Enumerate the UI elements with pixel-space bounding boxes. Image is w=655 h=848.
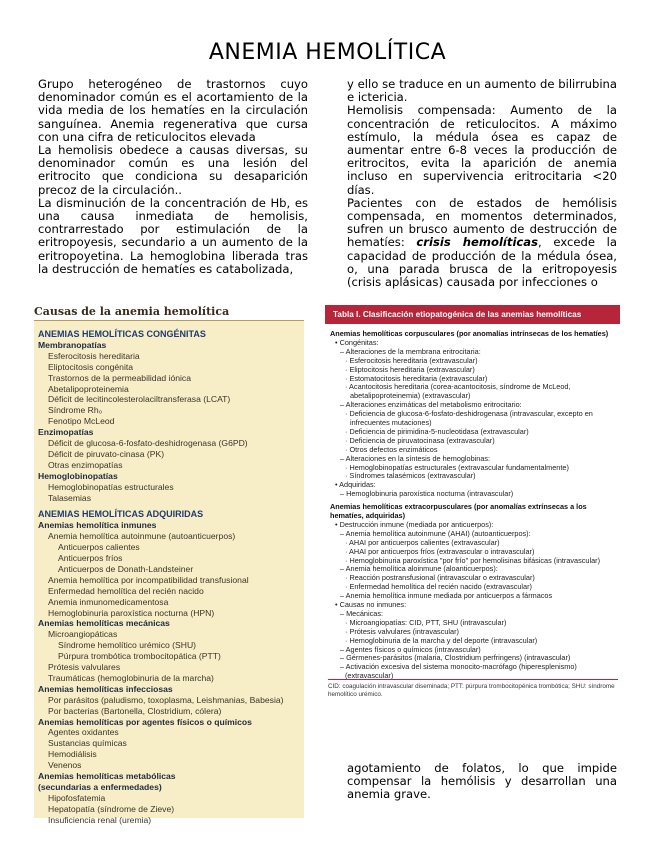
table-line: – Alteraciones de la membrana eritrocitaria: bbox=[340, 346, 481, 356]
page-title: ANEMIA HEMOLÍTICA bbox=[208, 40, 447, 65]
left-paragraph-2: La hemolisis obedece a causas diversas, su denominador común es una lesión del eritrocito que condiciona su desaparición precoz de la circulación.. bbox=[38, 143, 308, 197]
table-line: · Esferocitosis hereditaria (extravascular) bbox=[345, 355, 478, 365]
causes-figure bbox=[30, 300, 306, 825]
causes-item: Déficit de glucosa-6-fosfato-deshidrogenasa (G6PD) bbox=[48, 438, 248, 448]
causes-item: Traumáticas (hemoglobinuria de la marcha) bbox=[48, 672, 214, 683]
table-line: · Otros defectos enzimáticos bbox=[345, 444, 438, 454]
causes-item: (secundarias a enfermedades) bbox=[38, 781, 162, 792]
table-line: · Síndromes talasémicos (extravascular) bbox=[345, 471, 476, 481]
causes-item: Hemodiálisis bbox=[48, 749, 97, 760]
causes-item: Abetalipoproteinemia bbox=[48, 383, 129, 394]
table-line: · Hemoglobinuria paroxística "por frío" por hemolisinas bifásicas (intravascular) bbox=[345, 555, 600, 565]
table-line: · Hemoglobinuria de la marcha y del deporte (intravascular) bbox=[345, 635, 538, 645]
classification-table-header: Tabla I. Clasificación etiopatogénica de las anemias hemolíticas bbox=[325, 305, 620, 324]
causes-item: Insuficiencia renal (uremia) bbox=[48, 814, 152, 825]
causes-item: Trastornos de la permeabilidad iónica bbox=[48, 372, 191, 383]
causes-item: Anticuerpos de Donath-Landsteiner bbox=[58, 563, 194, 574]
left-paragraph-1: Grupo heterogéneo de trastornos cuyo denominador común es el acortamiento de la vida media de los hematíes en la circulación sanguínea. Anemia regenerativa que cursa con una cifra de reticulocitos elevada bbox=[38, 77, 308, 144]
causes-item: Enfermedad hemolítica del recién nacido bbox=[48, 585, 204, 596]
table-line: · Acantocitosis hereditaria (corea-acantocitosis, síndrome de McLeod, bbox=[345, 382, 571, 392]
left-text-column bbox=[38, 78, 308, 276]
causes-item: Anemias hemolíticas mecánicas bbox=[38, 618, 170, 629]
table-line: · AHAI por anticuerpos fríos (extravascular o intravascular) bbox=[345, 546, 535, 556]
causes-item: Déficit de lecitincolesterolaciltransferasa (LCAT) bbox=[48, 394, 231, 405]
table-line: · Eliptocitosis hereditaria (extravascular) bbox=[345, 364, 475, 374]
table-line: · Deficiencia de piruvatocinasa (extravascular) bbox=[345, 435, 495, 445]
table-line: abetalipoproteinemia) (extravascular) bbox=[350, 391, 471, 401]
right-paragraph-3-end: , excede la capacidad de producción de la médula ósea, o, una parada brusca de la eritropoyesis (crisis aplásicas) causada por infecciones o bbox=[347, 235, 617, 290]
table-line: • Destrucción inmune (mediada por anticuerpos): bbox=[335, 519, 494, 529]
causes-item: Anemia hemolítica por incompatibilidad transfusional bbox=[48, 574, 249, 585]
causes-item: Anticuerpos calientes bbox=[58, 542, 140, 553]
right-paragraph-3 bbox=[347, 197, 617, 289]
causes-item: Anemias hemolíticas por agentes físicos o químicos bbox=[38, 716, 252, 727]
causes-item: Anemias hemolíticas infecciosas bbox=[38, 683, 173, 694]
table-line: · Enfermedad hemolítica del recién nacido (extravascular) bbox=[345, 582, 532, 592]
table-line: – Anemia hemolítica aloinmune (aloanticuerpos): bbox=[340, 564, 498, 574]
causes-item: Por parásitos (paludismo, toxoplasma, Leishmanias, Babesia) bbox=[48, 694, 284, 705]
table-line: Anemias hemolíticas extracorpusculares (por anomalías extrínsecas a los bbox=[330, 502, 587, 512]
table-line: hematíes, adquiridas) bbox=[330, 511, 406, 520]
left-paragraph-3: La disminución de la concentración de Hb, es una causa inmediata de hemolisis, contrarrestado por estimulación de la eritropoyesis, secundario a un aumento de la eritropoyetina. La hemoglobina liberada tras la destrucción de hematíes es catabolizada, bbox=[38, 195, 308, 276]
table-line: • Congénitas: bbox=[335, 337, 379, 347]
table-line: · Prótesis valvulares (intravascular) bbox=[345, 626, 459, 636]
causes-item: Hemoglobinopatías bbox=[38, 470, 118, 481]
causes-item: Síndrome hemolítico urémico (SHU) bbox=[58, 640, 197, 651]
right-bottom-text bbox=[347, 762, 617, 802]
causes-figure-title: Causas de la anemia hemolítica bbox=[34, 305, 230, 318]
causes-item: Púrpura trombótica trombocitopática (PTT) bbox=[58, 651, 221, 662]
causes-item: Anemias hemolítica inmunes bbox=[38, 520, 157, 531]
crisis-hemoliticas-emphasis: crisis hemolíticas bbox=[416, 235, 539, 250]
table-line: · Deficiencia de pirimidina-5-nucleotidasa (extravascular) bbox=[345, 426, 529, 436]
causes-item: Talasemias bbox=[48, 492, 91, 503]
table-line: – Agentes físicos o químicos (intravascular) bbox=[340, 644, 481, 654]
causes-item: ANEMIAS HEMOLÍTICAS ADQUIRIDAS bbox=[38, 509, 204, 520]
table-footnote: CID: coagulación intravascular diseminada; PTT: púrpura trombocitopénica trombótica; SHU: síndrome hemolítico urémico. bbox=[328, 683, 615, 698]
right-paragraph-3-start: Pacientes con de estados de hemólisis compensada, en momentos determinados, sufren un brusco aumento de destrucción de hematíes: bbox=[347, 195, 617, 250]
causes-item: Esferocitosis hereditaria bbox=[48, 350, 140, 361]
causes-item: Enzimopatías bbox=[38, 427, 94, 438]
table-line: · AHAI por anticuerpos calientes (extravascular) bbox=[345, 537, 500, 547]
causes-item: Déficit de piruvato-cinasa (PK) bbox=[48, 448, 165, 459]
causes-item: Sustancias químicas bbox=[48, 738, 127, 749]
causes-item: Agentes oxidantes bbox=[48, 727, 119, 738]
table-line: – Mecánicas: bbox=[340, 608, 383, 618]
causes-item: Prótesis valvulares bbox=[48, 662, 121, 672]
table-line: • Adquiridas: bbox=[335, 480, 376, 490]
table-line: – Alteraciones enzimáticas del metabolismo eritrocitario: bbox=[340, 400, 522, 410]
table-line: – Anemia hemolítica inmune mediada por anticuerpos a fármacos bbox=[340, 591, 553, 601]
causes-item: Membranopatías bbox=[38, 339, 107, 350]
causes-list-panel bbox=[34, 320, 304, 825]
table-line: infrecuentes mutaciones) bbox=[350, 418, 432, 427]
table-line: – Hemoglobinuria paroxística nocturna (intravascular) bbox=[340, 489, 514, 499]
causes-item: Microangiopáticas bbox=[48, 629, 118, 640]
causes-item: Otras enzimopatías bbox=[48, 459, 123, 470]
table-line: (extravascular) bbox=[345, 671, 394, 681]
causes-item: Hepatopatía (síndrome de Zieve) bbox=[48, 803, 175, 814]
right-paragraph-4: agotamiento de folatos, lo que impide compensar la hemólisis y desarrollan una anemia grave. bbox=[347, 761, 617, 802]
causes-item: Anticuerpos fríos bbox=[58, 553, 123, 563]
causes-item: Por bacterias (Bartonella, Clostridium, cólera) bbox=[48, 705, 222, 716]
table-line: · Deficiencia de glucosa-6-fosfato-deshidrogenasa (intravascular, excepto en bbox=[345, 409, 593, 419]
causes-item: ANEMIAS HEMOLÍTICAS CONGÉNITAS bbox=[38, 329, 206, 339]
table-line: · Reacción postransfusional (intravascular o extravascular) bbox=[345, 573, 535, 583]
causes-item: Síndrome Rh₀ bbox=[48, 405, 103, 416]
table-line: – Gérmenes-parásitos (malaria, Clostridium perfringens) (intravascular) bbox=[340, 653, 571, 663]
table-line: · Microangiopatías: CID, PTT, SHU (intravascular) bbox=[345, 617, 507, 627]
table-line: – Alteraciones en la síntesis de hemoglobinas: bbox=[340, 453, 491, 463]
table-line: · Estomatocitosis hereditaria (extravascular) bbox=[345, 373, 488, 383]
right-paragraph-1: y ello se traduce en un aumento de bilirrubina e ictericia. bbox=[347, 77, 617, 105]
table-line: • Causas no inmunes: bbox=[335, 600, 407, 609]
table-line: Anemias hemolíticas corpusculares (por anomalías intrínsecas de los hematíes) bbox=[330, 329, 609, 338]
causes-item: Fenotipo McLeod bbox=[48, 416, 115, 427]
right-text-column bbox=[347, 78, 617, 289]
causes-item: Anemia hemolítica autoinmune (autoanticuerpos) bbox=[48, 531, 236, 542]
causes-item: Venenos bbox=[48, 760, 82, 771]
table-divider bbox=[328, 679, 618, 680]
table-line: · Hemoglobinopatías estructurales (extravascular fundamentalmente) bbox=[345, 462, 569, 472]
causes-item: Eliptocitosis congénita bbox=[48, 361, 134, 372]
causes-item: Anemias hemolíticas metabólicas bbox=[38, 771, 176, 781]
causes-item: Hemoglobinopatías estructurales bbox=[48, 481, 174, 492]
causes-item: Hipofosfatemia bbox=[48, 792, 106, 803]
classification-table bbox=[325, 305, 620, 723]
table-line: – Anemia hemolítica autoinmune (AHAI) (autoanticuerpos): bbox=[340, 528, 531, 538]
causes-item: Anemia inmunomedicamentosa bbox=[48, 596, 169, 607]
table-line: – Activación excesiva del sistema monocito-macrófago (hiperesplenismo) bbox=[340, 662, 577, 672]
right-paragraph-2: Hemolisis compensada: Aumento de la concentración de reticulocitos. A máximo estímulo, la médula ósea es capaz de aumentar entre 6-8 veces la producción de eritrocitos, evita la aparición de anemia incluso en supervivencia eritrocitaria <20 días. bbox=[347, 103, 617, 197]
causes-item: Hemoglobinuria paroxística nocturna (HPN) bbox=[48, 607, 215, 618]
